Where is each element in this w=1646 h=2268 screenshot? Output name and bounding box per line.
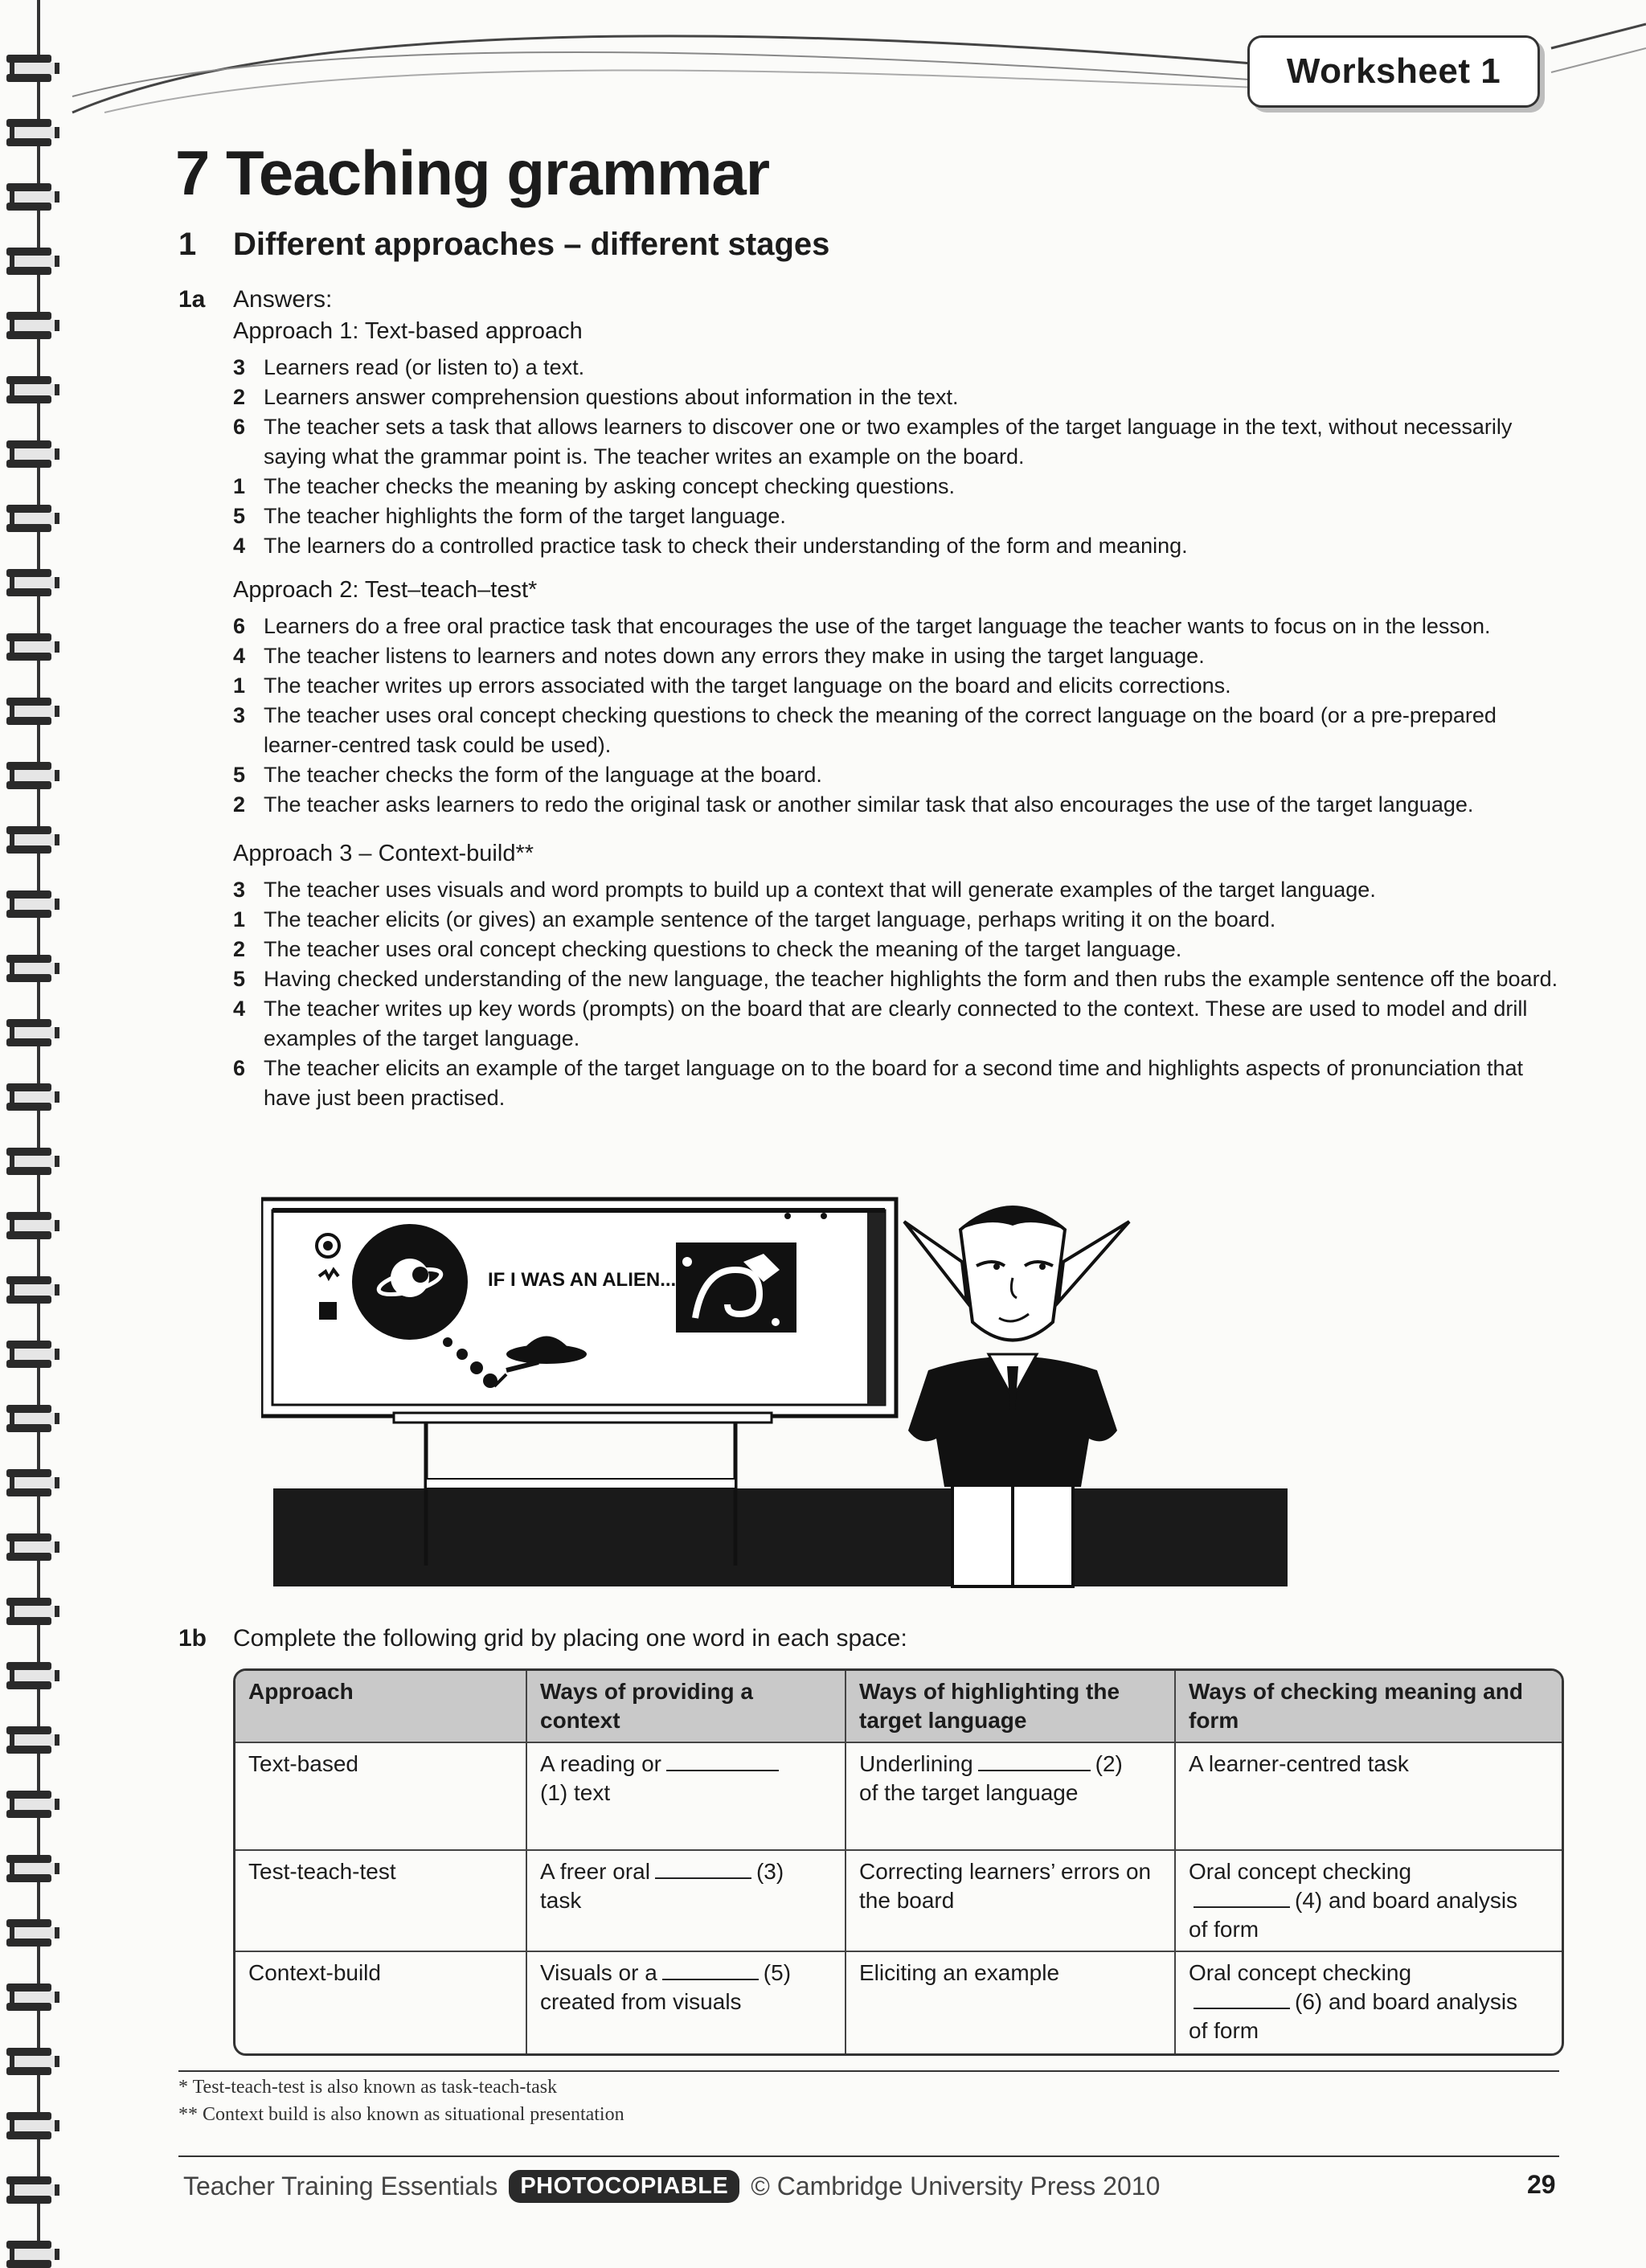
step-number: 1 — [233, 907, 246, 931]
answer-blank-2[interactable] — [978, 1752, 1091, 1771]
step-number: 3 — [233, 878, 246, 902]
alien-creature-picture — [676, 1242, 796, 1333]
exercise-label-1a: 1a — [178, 286, 206, 313]
footnote-1: * Test-teach-test is also known as task-teach-task — [178, 2077, 558, 2098]
binding-ring — [0, 1855, 53, 1882]
binding-ring — [0, 505, 53, 532]
step-number: 2 — [233, 792, 246, 817]
context-cell — [526, 1742, 846, 1850]
step-text: Having checked understanding of the new language, the teacher highlights the form and then rubs the example sentence off the board. — [264, 967, 1558, 991]
approach-2-block — [233, 575, 1559, 820]
binding-ring — [0, 1019, 53, 1046]
approach-heading: Approach 2: Test–teach–test* — [233, 577, 538, 603]
step-number: 2 — [233, 385, 246, 409]
checking-cell — [1175, 1742, 1562, 1850]
binding-ring — [0, 376, 53, 403]
row-approach: Text-based — [235, 1742, 526, 1850]
context-cell — [526, 1951, 846, 2053]
list-item — [233, 671, 1559, 701]
step-number: 5 — [233, 763, 246, 787]
step-text: The teacher highlights the form of the target language. — [264, 504, 786, 528]
footer-divider — [178, 2155, 1559, 2157]
cell-text: created from visuals — [540, 1989, 742, 2014]
approach-heading: Approach 1: Text-based approach — [233, 318, 583, 344]
cell-text: Oral concept checking — [1189, 1859, 1412, 1884]
binding-ring — [0, 1662, 53, 1689]
binding-ring — [0, 1469, 53, 1496]
binding-ring — [0, 1919, 53, 1947]
cell-text: of the target language — [859, 1780, 1079, 1805]
binding-ring — [0, 698, 53, 725]
binding-ring — [0, 1598, 53, 1625]
cell-text: (1) text — [540, 1780, 611, 1805]
cell-text: Visuals or a — [540, 1960, 657, 1985]
list-item — [233, 875, 1559, 905]
step-text: The teacher writes up key words (prompts) on the board that are clearly connected to the context. These are used to model and drill examples of the target language. — [264, 997, 1528, 1050]
step-text: The teacher checks the form of the language at the board. — [264, 763, 822, 787]
list-item — [233, 760, 1559, 790]
section-number: 1 — [178, 227, 197, 262]
binding-ring — [0, 569, 53, 596]
binding-ring — [0, 955, 53, 982]
step-number: 3 — [233, 703, 246, 727]
binding-ring — [0, 1276, 53, 1304]
column-header-approach: Approach — [235, 1671, 526, 1742]
list-item — [233, 472, 1559, 501]
step-number: 4 — [233, 997, 246, 1021]
binding-ring — [0, 633, 53, 661]
step-number: 2 — [233, 937, 246, 961]
list-item — [233, 935, 1559, 964]
list-item — [233, 790, 1559, 820]
step-text: The teacher writes up errors associated with the target language on the board and elicits corrections. — [264, 673, 1231, 698]
step-text: The teacher checks the meaning by asking concept checking questions. — [264, 474, 956, 498]
binding-ring — [0, 55, 53, 82]
cell-text: (3) — [755, 1859, 784, 1884]
binding-ring — [0, 2176, 53, 2204]
answer-blank-3[interactable] — [655, 1860, 751, 1879]
table-row — [235, 1742, 1562, 1850]
list-item — [233, 501, 1559, 531]
spiral-binding — [0, 0, 56, 2266]
list-item — [233, 353, 1559, 383]
step-number: 1 — [233, 673, 246, 698]
alien-teacher-illustration — [261, 1189, 1306, 1591]
step-text: The teacher sets a task that allows learners to discover one or two examples of the target language in the text, without necessarily saying what the grammar point is. The teacher writes an example on the board. — [264, 415, 1513, 469]
list-item — [233, 994, 1559, 1054]
binding-ring — [0, 2048, 53, 2075]
step-text: The teacher uses visuals and word prompts to build up a context that will generate examples of the target language. — [264, 878, 1376, 902]
row-approach: Test-teach-test — [235, 1850, 526, 1951]
list-item — [233, 383, 1559, 412]
footnote-divider — [178, 2070, 1559, 2072]
list-item — [233, 905, 1559, 935]
exercise-label-1b: 1b — [178, 1625, 207, 1652]
chapter-title: 7 Teaching grammar — [175, 137, 770, 208]
worksheet-tab: Worksheet 1 — [1247, 35, 1540, 108]
step-number: 6 — [233, 415, 246, 439]
step-number: 3 — [233, 355, 246, 379]
step-number: 4 — [233, 644, 246, 668]
context-cell — [526, 1850, 846, 1951]
binding-ring — [0, 248, 53, 275]
list-item — [233, 964, 1559, 994]
binding-ring — [0, 2241, 53, 2268]
list-item — [233, 531, 1559, 561]
cell-text: (6) and board analysis — [1295, 1989, 1518, 2014]
footnote-2: ** Context build is also known as situational presentation — [178, 2104, 624, 2125]
cell-text: Underlining — [859, 1751, 973, 1776]
answers-label: Answers: — [233, 286, 333, 313]
step-text: Learners answer comprehension questions about information in the text. — [264, 385, 959, 409]
binding-ring — [0, 762, 53, 789]
step-text: The teacher listens to learners and notes down any errors they make in using the target language. — [264, 644, 1205, 668]
cell-text: task — [540, 1888, 582, 1913]
binding-ring — [0, 1341, 53, 1368]
cell-text: (5) — [763, 1960, 792, 1985]
row-approach: Context-build — [235, 1951, 526, 2053]
step-text: Learners read (or listen to) a text. — [264, 355, 585, 379]
column-header-checking: Ways of checking meaning and form — [1175, 1671, 1562, 1742]
step-number: 5 — [233, 967, 246, 991]
binding-ring — [0, 1533, 53, 1561]
approach-3-block — [233, 839, 1559, 1113]
binding-ring — [0, 1726, 53, 1754]
list-item — [233, 1054, 1559, 1113]
list-item — [233, 701, 1559, 760]
answer-blank-5[interactable] — [662, 1961, 759, 1980]
list-item — [233, 412, 1559, 472]
checking-cell — [1175, 1850, 1562, 1951]
highlighting-cell — [846, 1742, 1175, 1850]
answer-blank-6[interactable] — [1194, 1990, 1290, 2009]
step-number: 4 — [233, 534, 246, 558]
series-title: Teacher Training Essentials — [183, 2172, 498, 2200]
photocopiable-badge: PHOTOCOPIABLE — [509, 2170, 739, 2203]
binding-ring — [0, 2112, 53, 2139]
table-row — [235, 1951, 1562, 2053]
step-number: 6 — [233, 1056, 246, 1080]
step-text: The learners do a controlled practice task to check their understanding of the form and meaning. — [264, 534, 1188, 558]
binding-ring — [0, 312, 53, 339]
cell-text: of form — [1189, 1917, 1259, 1942]
highlighting-cell: Correcting learners’ errors on the board — [846, 1850, 1175, 1951]
step-text: The teacher uses oral concept checking questions to check the meaning of the correct language on the board (or a pre-prepared learner-centred task could be used). — [264, 703, 1497, 757]
checking-cell — [1175, 1951, 1562, 2053]
page-footer — [183, 2170, 1160, 2203]
cell-text: A freer oral — [540, 1859, 650, 1884]
answer-blank-4[interactable] — [1194, 1889, 1290, 1908]
highlighting-cell: Eliciting an example — [846, 1951, 1175, 2053]
column-header-highlighting: Ways of highlighting the target language — [846, 1671, 1175, 1742]
table-row — [235, 1850, 1562, 1951]
step-text: The teacher elicits an example of the target language on to the board for a second time and highlights aspects of pronunciation that have just been practised. — [264, 1056, 1524, 1110]
binding-ring — [0, 1983, 53, 2011]
cell-text: A learner-centred task — [1189, 1751, 1409, 1776]
step-number: 6 — [233, 614, 246, 638]
cell-text: A reading or — [540, 1751, 661, 1776]
step-number: 5 — [233, 504, 246, 528]
step-text: The teacher asks learners to redo the original task or another similar task that also encourages the use of the target language. — [264, 792, 1474, 817]
list-item — [233, 612, 1559, 641]
cell-text: of form — [1189, 2018, 1259, 2043]
step-number: 1 — [233, 474, 246, 498]
step-text: The teacher elicits (or gives) an example sentence of the target language, perhaps writing it on the board. — [264, 907, 1276, 931]
binding-ring — [0, 1083, 53, 1111]
cell-text: Oral concept checking — [1189, 1960, 1412, 1985]
page-number: 29 — [1527, 2170, 1556, 2199]
binding-ring — [0, 183, 53, 211]
step-text: The teacher uses oral concept checking questions to check the meaning of the target language. — [264, 937, 1182, 961]
binding-ring — [0, 826, 53, 854]
binding-ring — [0, 1791, 53, 1818]
cell-text: (2) — [1095, 1751, 1123, 1776]
copyright: © Cambridge University Press 2010 — [751, 2172, 1161, 2200]
binding-ring — [0, 1148, 53, 1175]
binding-ring — [0, 890, 53, 918]
column-header-context: Ways of providing a context — [526, 1671, 846, 1742]
binding-ring — [0, 119, 53, 146]
board-caption: IF I WAS AN ALIEN... — [488, 1269, 677, 1291]
approach-heading: Approach 3 – Context-build** — [233, 841, 534, 866]
grid-instruction: Complete the following grid by placing one word in each space: — [233, 1625, 907, 1652]
list-item — [233, 641, 1559, 671]
step-text: Learners do a free oral practice task that encourages the use of the target language the teacher wants to focus on in the lesson. — [264, 614, 1491, 638]
approach-1-block — [233, 317, 1559, 561]
binding-ring — [0, 1405, 53, 1432]
binding-ring — [0, 1212, 53, 1239]
section-title: Different approaches – different stages — [233, 227, 830, 262]
approaches-grid — [233, 1668, 1564, 2056]
answer-blank-1[interactable] — [666, 1752, 779, 1771]
cell-text: (4) and board analysis — [1295, 1888, 1518, 1913]
binding-ring — [0, 440, 53, 468]
